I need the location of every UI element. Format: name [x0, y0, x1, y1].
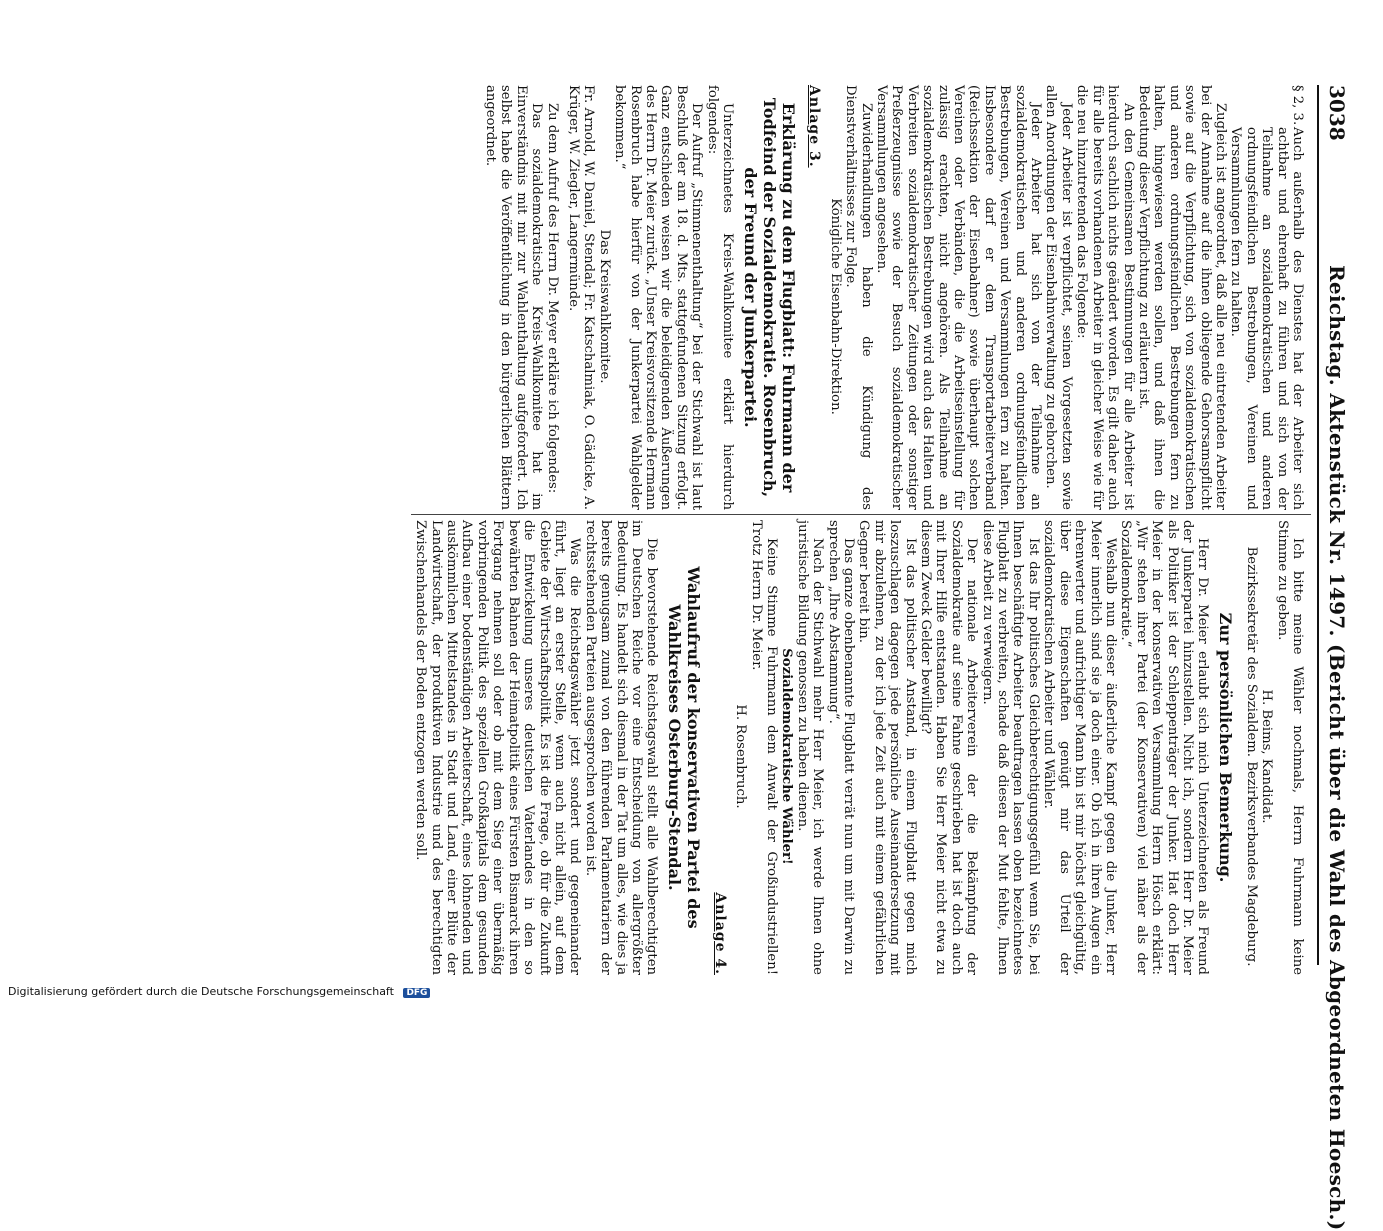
paragraph: Herr Dr. Meier erlaubt sich mich Unterzeichneten als Freund der Junkerpartei hinzustellen. Nicht ich, sondern Herr Dr. Meier als Politiker ist der Schleppenträger der Junker. Hat doch Herr Meier in der konservativen Versammlung Herrn Hösch erklärt: „Wir stehen ihrer Partei (der Konservativen) viel näher als der Sozialdemokratie.“ [1118, 520, 1211, 975]
signature: Königliche Eisenbahn-Direktion. [827, 198, 843, 415]
signature-role: Bezirkssekretär des Sozialdem. Bezirksverbandes Magdeburg. [1243, 546, 1259, 967]
digitization-footer [0, 985, 1383, 1001]
paragraph: Das sozialdemokratische Kreis-Wahlkomitee hat im Einverständnis mit mir zur Wahlenthaltung aufgefordert. Ich selbst habe die Veröffentlichung in den bürgerlichen Blättern angeordnet. [482, 85, 545, 510]
paragraph: Jeder Arbeiter hat sich von der Teilnahme an sozialdemokratischen und anderen ordnungsfeindlichen Bestrebungen, Vereinen und Versammlungen fern zu halten. Insbesondere darf er dem Transportarbeiterverband (Reichssektion der Eisenbahner) sowie überhaupt solchen Vereinen oder Verbänden, die die Arbeitseinstellung für zulässig erachten, nicht angehören. Als Teilnahme an sozialdemokratischen Bestrebungen wird auch das Halten und Verbreiten sozialdemokratischer Zeitungen oder sonstiger Preßerzeugnisse sowie der Besuch sozialdemokratischer Versammlungen angesehen. [874, 85, 1044, 510]
section-heading: Erklärung zu dem Flugblatt: Fuhrmann der Todfeind der Sozialdemokratie. Rosenbruch, der Freund der Junkerpartei. [741, 97, 798, 498]
section-heading: Zur persönlichen Bemerkung. [1216, 612, 1236, 883]
paragraph: Das ganze obenbenannte Flugblatt verrät nun um mit Darwin zu sprechen „Ihre Abstammung“. [825, 520, 857, 975]
paragraph: Der Aufruf „Stimmenenthaltung“ bei der Stichwahl ist laut Beschluß der am 18. d. Mts. stattgefundenen Sitzung erfolgt. Ganz entschieden weisen wir die beleidigenden Äußerungen des Herrn Dr. Meier zurück. „Unser Kreisvorsitzende Hermann Rosenbruch habe hierfür von der Junkerpartei Wahlgelder bekommen.“ [612, 85, 705, 510]
page-title: Reichstag. Aktenstück Nr. 1497. (Bericht über die Wahl des Abgeordneten Hoesch.) [1325, 265, 1349, 1231]
paragraph: Die bevorstehende Reichstagswahl stellt alle Wahlberechtigten im Deutschen Reiche vor eine Entscheidung von allergrößter Bedeutung. Es handelt sich diesmal in der Tat um alles, wie dies ja bereits genugsam zumal von den führenden Parlamentariern der rechtsstehenden Parteien ausgesprochen worden ist. [582, 520, 660, 975]
dfg-logo-icon: DFG [403, 988, 430, 998]
footer-text: Digitalisierung gefördert durch die Deutsche Forschungsgemeinschaft [8, 985, 394, 998]
footer-line [8, 985, 728, 998]
paragraph: Was die Reichstagswähler jetzt sondert und gegeneinander führt, liegt an erster Stelle, wenn auch nicht allein, auf dem Gebiete der Wirtschaftspolitik. Es ist die Frage, ob für die Zukunft die Entwickelung unseres deutschen Vaterlandes in den so bewährten Bahnen der Heimatpolitik eines Fürsten Bismarck ihren Fortgang nehmen soll oder ob mit dem Sieg einer übermäßig vorbringenden Politik des speziellen Großkapitals dem gesunden Aufbau einer bodenständigen Arbeiterschaft, eines lohnenden und auskömmlichen Mittelstandes in Stadt und Land, einer Blüte der Landwirtschaft, der produktiven Industrie und des berechtigten Zwischenhandels der Boden entzogen werden soll. [413, 520, 583, 975]
paragraph: Ist das Ihr politisches Gleichberechtigungsgefühl wenn Sie, bei Ihnen beschäftigte Arbeiter beauftragen lassen oben bezeichnetes Flugblatt zu verbreiten, schade daß diesen der Mut fehlte, Ihnen diese Arbeit zu verweigern. [979, 520, 1041, 975]
signature-names: Fr. Arnold, W. Daniel, Stendal; Fr. Katschalmiak, O. Gädicke, A. Krüger, W. Ziegler, Langermünde. [565, 85, 597, 510]
signature-name: H. Beims, Kandidat. [1259, 689, 1275, 824]
appendix-label: Anlage 4. [711, 892, 728, 975]
callout-title: Sozialdemokratische Wähler! [779, 648, 795, 865]
paragraph: Zugleich ist angeordnet, daß alle neu eintretenden Arbeiter bei der Annahme auf die ihnen obliegende Gehorsamspflicht sowie auf die Verpflichtung, sich von sozialdemokratischen und anderen ordnungsfeindlichen Bestrebungen fern zu halten, hingewiesen werden sollen, und daß ihnen die Bedeutung dieser Verpflichtung zu erläutern ist. [1135, 85, 1228, 510]
section-paragraph [1228, 85, 1305, 510]
right-column [405, 520, 1305, 975]
paragraph: Zuwiderhandlungen haben die Kündigung des Dienstverhältnisses zur Folge. [843, 85, 874, 510]
signature: H. Rosenbruch. [733, 704, 749, 809]
section-label: § 2, 3. [1290, 85, 1305, 126]
section-heading: Wahlaufruf der konservativen Partei des Wahlkreises Osterburg-Stendal. [665, 566, 704, 929]
paragraph: Ich bitte meine Wähler nochmals, Herrn Fuhrmann keine Stimme zu geben. [1274, 520, 1305, 975]
signature-title: Das Kreiswahlkomitee. [596, 229, 612, 384]
section-text: Auch außerhalb des Dienstes hat der Arbeiter sich achtbar und ehrenhaft zu führen und sich von der Teilnahme an sozialdemokratischen und anderen ordnungsfeindlichen Bestrebungen, Vereinen und Versammlungen fern zu halten. [1228, 127, 1305, 510]
paragraph: Der nationale Arbeiterverein der die Bekämpfung der Sozialdemokratie auf seine Fahne geschrieben hat ist doch auch mit Ihrer Hilfe entstanden. Haben Sie Herr Meier nicht etwa zu diesem Zweck Gelder bewilligt? [918, 520, 980, 975]
paragraph: Keine Stimme Fuhrmann dem Anwalt der Großindustriellen! Trotz Herrn Dr. Meier. [748, 520, 779, 975]
left-column [405, 85, 1305, 510]
paragraph: Nach der Stichwahl mehr Herr Meier, ich werde Ihnen ohne juristische Bildung genossen zu haben dienen. [794, 520, 826, 975]
paragraph: Ist das politischer Anstand, in einem Flugblatt gegen mich loszuschlagen dagegen jede persönliche Auseinandersetzung mit mir abzulehnen, zu der ich jede Zeit auch mit einem gefährlichen Gegner bereit bin. [856, 520, 918, 975]
page-number: 3038 [1325, 85, 1349, 141]
paragraph: Unterzeichnetes Kreis-Wahlkomitee erklärt hierdurch folgendes: [704, 85, 735, 510]
paragraph: Weshalb nun dieser äußerliche Kampf gegen die Junker, Herr Meier innerlich sind sie ja doch einer. Ob ich in ihren Augen ein ehrenwerter und aufrichtiger Mann bin ist mir höchst gleichgültig, über diese Eigenschaften genügt mir das Urteil der sozialdemokratischen Arbeiter und Wähler. [1041, 520, 1118, 975]
paragraph: An den Gemeinsamen Bestimmungen für alle Arbeiter ist hierdurch sachlich nichts geändert worden. Es gilt daher auch für alle bereits vorhandenen Arbeiter in gleicher Weise wie für die neu hinzutretenden das Folgende: [1074, 85, 1136, 510]
page-header [1317, 85, 1353, 1231]
paragraph: Zu dem Aufruf des Herrn Dr. Meyer erkläre ich folgendes: [544, 103, 560, 494]
paragraph: Jeder Arbeiter ist verpflichtet, seinen Vorgesetzten sowie allen Anordnungen der Eisenbahnverwaltung zu gehorchen. [1043, 85, 1074, 510]
column-divider [411, 514, 1311, 515]
appendix-label: Anlage 3. [806, 85, 823, 168]
